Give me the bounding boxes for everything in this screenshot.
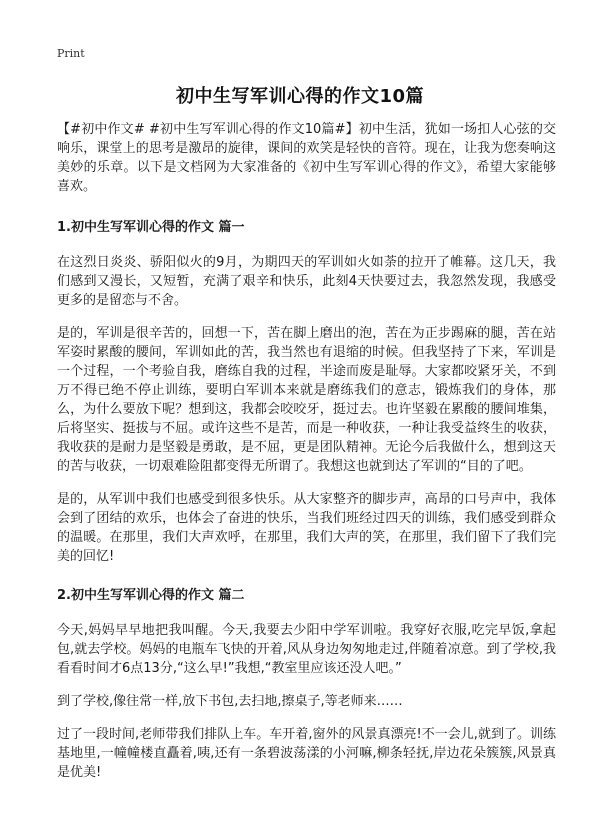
- page-title: 初中生写军训心得的作文10篇: [175, 86, 425, 107]
- paragraph: 到了学校,像往常一样,放下书包,去扫地,擦桌子,等老师来……: [57, 694, 403, 709]
- section-heading: 1.初中生写军训心得的作文 篇一: [57, 220, 245, 235]
- paragraph: 在这烈日炎炎、骄阳似火的9月，为期四天的军训如火如荼的拉开了帷幕。这几天，我们感到又漫长，又短暂，充满了艰辛和快乐，此刻4天快要过去，我忽然发现，我感受更多的是留恋与不舍。: [57, 255, 556, 308]
- print-link[interactable]: Print: [57, 47, 85, 60]
- article-body: [57, 120, 556, 796]
- paragraph: 是的，军训是很辛苦的，回想一下，苦在脚上磨出的泡，苦在为正步踢麻的腿，苦在站军姿时累酸的腰间，军训如此的苦，我当然也有退缩的时候。但我坚持了下来，军训是一个过程，一个考验自我，磨练自我的过程，半途而废是耻辱。大家都咬紧牙关，不到万不得已绝不停止训练，要明白军训本来就是磨练我们的意志，锻炼我们的身体，那么，为什么要放下呢？想到这，我都会咬咬牙，挺过去。也许坚毅在累酸的腰间堆集，后将坚实、挺拔与不屈。或许这些不是苦，而是一种收获，一种让我受益终生的收获，我收获的是耐力是坚毅是勇敢，是不屈，更是团队精神。无论今后我做什么，想到这天的苦与收获，一切艰难险阻都变得无所谓了。我想这也就到达了军训的“目的了吧。: [57, 326, 556, 474]
- intro-paragraph: 【#初中作文# #初中生写军训心得的作文10篇#】初中生活，犹如一场扣人心弦的交响乐，课堂上的思考是激昂的旋律，课间的欢笑是轻快的音符。现在，让我为您奏响这美妙的乐章。以下是文档网为大家准备的《初中生写军训心得的作文》，希望大家能够喜欢。: [57, 122, 556, 194]
- section-2: [57, 586, 556, 782]
- section-heading: 2.初中生写军训心得的作文 篇二: [57, 588, 245, 603]
- paragraph: 是的，从军训中我们也感受到很多快乐。从大家整齐的脚步声，高昂的口号声中，我体会到了团结的欢乐，也体会了奋进的快乐，当我们班经过四天的训练，我们感受到群众的温暖。在那里，我们大声欢呼，在那里，我们大声的笑，在那里，我们留下了我们完美的回忆!: [57, 492, 556, 564]
- paragraph: 今天,妈妈早早地把我叫醒。今天,我要去少阳中学军训啦。我穿好衣服,吃完早饭,拿起包,就去学校。妈妈的电瓶车飞快的开着,风从身边匆匆地走过,伴随着凉意。到了学校,我看看时间才6点13分,“这么早!”我想,“教室里应该还没人吧。”: [57, 623, 556, 676]
- section-1: [57, 218, 556, 566]
- paragraph: 过了一段时间,老师带我们排队上车。车开着,窗外的风景真漂亮!不一会儿,就到了。训练基地里,一幢幢楼直矗着,咦,还有一条碧波荡漾的小河嘛,柳条轻抚,岸边花朵簇簇,风景真是优美!: [57, 727, 556, 780]
